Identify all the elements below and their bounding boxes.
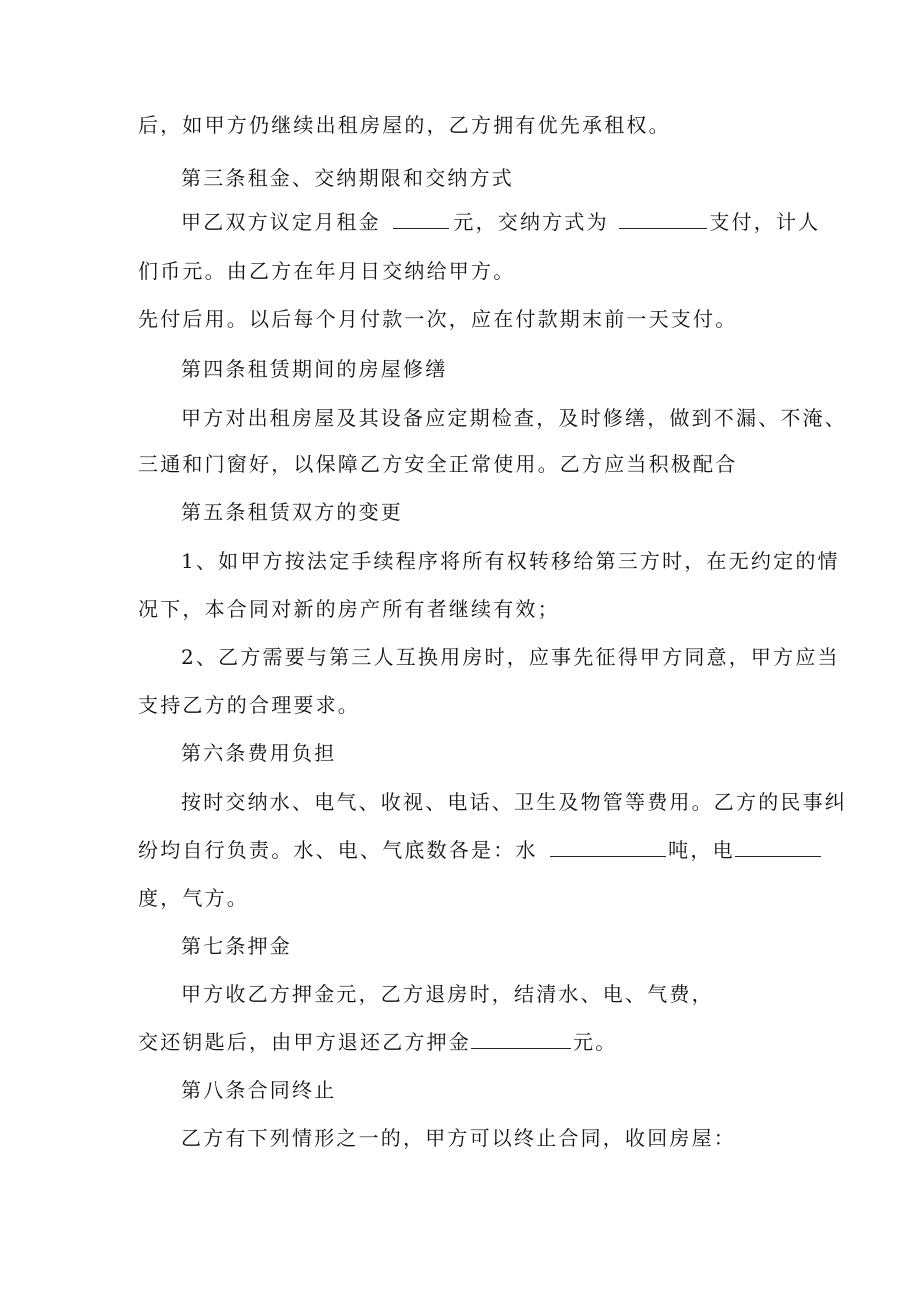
text-line: 甲方收乙方押金元，乙方退房时，结清水、电、气费，	[181, 982, 714, 1006]
text-line	[138, 1030, 617, 1054]
section-heading-4: 第四条租赁期间的房屋修缮	[181, 357, 448, 381]
blank-field	[735, 838, 821, 857]
text-segment: 交还钥匙后，由甲方退还乙方押金	[138, 1030, 471, 1054]
text-line: 先付后用。以后每个月付款一次，应在付款期末前一天支付。	[138, 307, 738, 331]
section-heading-3: 第三条租金、交纳期限和交纳方式	[181, 166, 514, 190]
text-segment: 纷均自行负责。水、电、气底数各是：水	[138, 838, 538, 862]
text-segment: 元。	[573, 1030, 618, 1054]
text-segment: 元，交纳方式为	[453, 210, 609, 234]
text-line: 们币元。由乙方在年月日交纳给甲方。	[138, 259, 516, 283]
text-segment: 吨，电	[668, 838, 735, 862]
blank-field	[550, 838, 666, 857]
blank-field	[619, 210, 707, 229]
section-heading-6: 第六条费用负担	[181, 741, 337, 765]
text-line: 支持乙方的合理要求。	[138, 693, 360, 717]
text-segment: 甲乙双方议定月租金	[181, 210, 381, 234]
section-heading-7: 第七条押金	[181, 934, 292, 958]
text-line: 乙方有下列情形之一的，甲方可以终止合同，收回房屋：	[181, 1126, 736, 1150]
text-line: 1、如甲方按法定手续程序将所有权转移给第三方时，在无约定的情	[181, 549, 840, 573]
blank-field	[471, 1030, 571, 1049]
text-segment: 支付，计人	[709, 210, 821, 234]
text-line: 度，气方。	[138, 886, 249, 910]
section-heading-8: 第八条合同终止	[181, 1078, 337, 1102]
text-line: 按时交纳水、电气、收视、电话、卫生及物管等费用。乙方的民事纠	[181, 790, 847, 814]
text-line	[181, 210, 820, 234]
text-line: 后，如甲方仍继续出租房屋的，乙方拥有优先承租权。	[138, 113, 671, 137]
text-line	[138, 838, 821, 862]
blank-field	[393, 210, 449, 229]
text-line: 三通和门窗好，以保障乙方安全正常使用。乙方应当积极配合	[138, 452, 738, 476]
text-line: 况下，本合同对新的房产所有者继续有效；	[138, 597, 560, 621]
text-line: 2、乙方需要与第三人互换用房时，应事先征得甲方同意，甲方应当	[181, 645, 840, 669]
section-heading-5: 第五条租赁双方的变更	[181, 500, 403, 524]
text-line: 甲方对出租房屋及其设备应定期检查，及时修缮，做到不漏、不淹、	[181, 406, 847, 430]
